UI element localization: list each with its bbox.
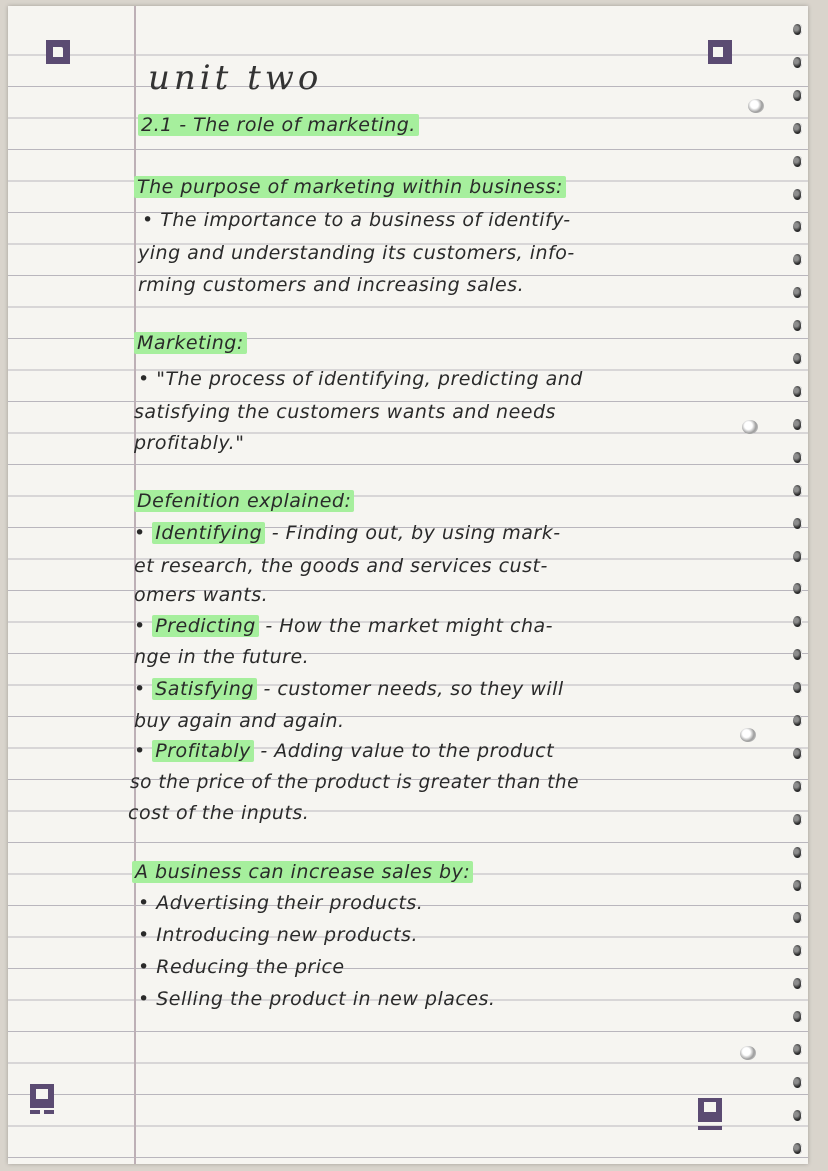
spiral-ring [793, 24, 802, 35]
spiral-ring [793, 353, 802, 364]
spiral-ring [793, 912, 802, 923]
reinforcement-hole [740, 728, 756, 742]
spiral-ring [793, 221, 802, 232]
identifying-cont: et research, the goods and services cust- [134, 555, 548, 577]
spiral-ring [793, 90, 802, 101]
sales-heading-text: A business can increase sales by: [132, 861, 473, 883]
spiral-ring [793, 880, 802, 891]
profitably-desc: - Adding value to the product [253, 740, 555, 762]
spiral-ring [793, 57, 802, 68]
spiral-ring [793, 485, 802, 496]
marketing-line: satisfying the customers wants and needs [134, 401, 556, 423]
spiral-ring [793, 682, 802, 693]
predicting-term: Predicting [152, 615, 259, 637]
purpose-heading [134, 176, 566, 198]
spiral-ring [793, 978, 802, 989]
spiral-ring [793, 1077, 802, 1088]
spiral-ring [793, 649, 802, 660]
identifying-term: Identifying [152, 522, 265, 544]
spiral-ring [793, 1143, 802, 1154]
spiral-ring [793, 254, 802, 265]
satisfying-desc: - customer needs, so they will [256, 678, 564, 700]
scan-marker-dash [44, 1110, 54, 1114]
satisfying-cont: buy again and again. [134, 710, 345, 732]
spiral-ring [793, 518, 802, 529]
sales-item: • Introducing new products. [138, 924, 418, 946]
identifying-cont: omers wants. [134, 584, 269, 606]
marketing-line: profitably." [134, 432, 245, 454]
purpose-heading-text: The purpose of marketing within business: [134, 176, 566, 198]
definition-heading [134, 490, 354, 512]
reinforcement-hole [740, 1046, 756, 1060]
profitably-cont: so the price of the product is greater than the [130, 772, 580, 793]
page-title: unit two [148, 58, 323, 98]
identifying-desc: - Finding out, by using mark- [265, 522, 561, 544]
reinforcement-hole [748, 99, 764, 113]
spiral-ring [793, 386, 802, 397]
marketing-line: • "The process of identifying, predicting and [138, 368, 583, 390]
spiral-ring [793, 452, 802, 463]
section-heading [138, 114, 419, 136]
purpose-line: ying and understanding its customers, info- [138, 242, 575, 264]
identifying-line: • Identifying - Finding out, by using mark- [134, 522, 561, 544]
spiral-ring [793, 551, 802, 562]
reinforcement-hole [742, 420, 758, 434]
predicting-desc: - How the market might cha- [258, 615, 553, 637]
purpose-line: rming customers and increasing sales. [138, 274, 525, 296]
spiral-ring [793, 1110, 802, 1121]
marketing-heading-text: Marketing: [134, 332, 247, 354]
spiral-ring [793, 583, 802, 594]
sales-heading [132, 861, 473, 883]
marketing-heading [134, 332, 247, 354]
profitably-term: Profitably [152, 740, 254, 762]
spiral-ring [793, 123, 802, 134]
scan-marker-icon [30, 1084, 54, 1108]
spiral-ring [793, 1044, 802, 1055]
notebook-page [8, 6, 808, 1164]
scan-marker-icon [698, 1098, 722, 1122]
spiral-ring [793, 320, 802, 331]
scan-marker-icon [708, 40, 732, 64]
spiral-ring [793, 419, 802, 430]
scan-marker-dash [698, 1126, 722, 1130]
section-label: 2.1 - The role of marketing. [138, 114, 419, 136]
spiral-ring [793, 189, 802, 200]
scan-marker-icon [46, 40, 70, 64]
spiral-ring [793, 781, 802, 792]
spiral-ring [793, 616, 802, 627]
predicting-cont: nge in the future. [134, 646, 310, 668]
profitably-line: • Profitably - Adding value to the product [134, 740, 555, 762]
satisfying-term: Satisfying [152, 678, 257, 700]
spiral-ring [793, 1011, 802, 1022]
sales-item: • Selling the product in new places. [138, 988, 496, 1010]
spiral-ring [793, 945, 802, 956]
spiral-ring [793, 748, 802, 759]
spiral-ring [793, 847, 802, 858]
spiral-ring [793, 156, 802, 167]
spiral-binding [786, 24, 808, 1154]
definition-heading-text: Defenition explained: [134, 490, 354, 512]
spiral-ring [793, 715, 802, 726]
sales-item: • Advertising their products. [138, 892, 424, 914]
spiral-ring [793, 814, 802, 825]
satisfying-line: • Satisfying - customer needs, so they will [134, 678, 564, 700]
predicting-line: • Predicting - How the market might cha- [134, 615, 553, 637]
purpose-line: • The importance to a business of identify- [142, 209, 571, 231]
profitably-cont: cost of the inputs. [128, 802, 310, 824]
spiral-ring [793, 287, 802, 298]
sales-item: • Reducing the price [138, 956, 345, 978]
scan-marker-dash [30, 1110, 40, 1114]
